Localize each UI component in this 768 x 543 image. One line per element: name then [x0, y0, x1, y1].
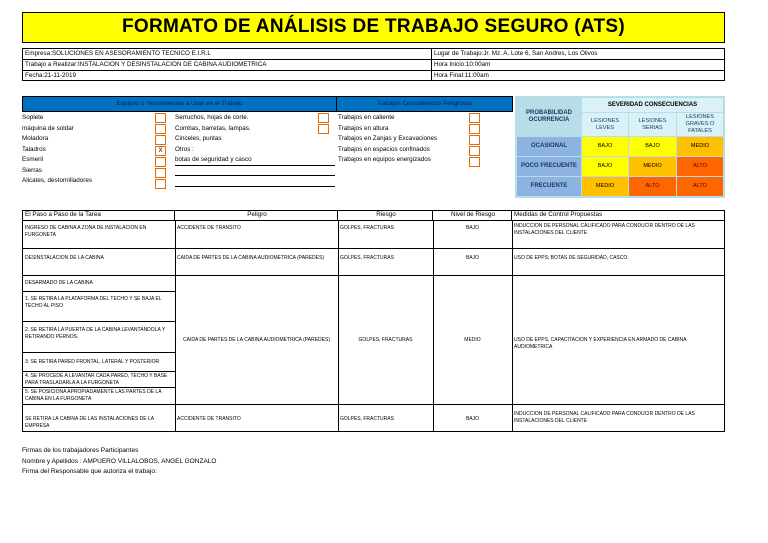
- trabajo-item: Trabajos en caliente: [338, 114, 395, 121]
- equipo-checkbox[interactable]: [318, 113, 329, 123]
- paso-cell: SE RETIRA LA CABINA DE LAS INSTALACIONES DE LA EMPRESA: [25, 416, 154, 429]
- otros-line: [175, 186, 335, 187]
- medidas-cell: INDUCCION DE PERSONAL CALIFICADO PARA CONDUCIR DENTRO DE LAS INSTALACIONES DEL CLIENTE: [514, 223, 695, 236]
- trabajo-checkbox[interactable]: [469, 157, 480, 167]
- riesgo-cell: GOLPES, FRACTURAS: [340, 255, 394, 261]
- paso-cell: 3. SE RETIRA PARED FRONTAL, LATERAL Y POSTERIOR: [25, 359, 160, 365]
- lugar-field: Lugar de Trabajo:Jr. Mz. A. Lote 6, San Andres, Los Olivos: [434, 50, 598, 57]
- equipo-item: Serruchos, hojas de corte.: [175, 114, 249, 121]
- nivel-cell: BAJO: [465, 416, 480, 422]
- prob-row-label: POCO FRECUENTE: [517, 157, 581, 176]
- paso-cell: DESARMADO DE LA CABINA: [25, 280, 93, 286]
- risk-cell: ALTO: [677, 177, 723, 196]
- equipo-checkbox[interactable]: [318, 124, 329, 134]
- equipo-item: Combas, barretas, lampas.: [175, 124, 251, 132]
- equipos-header: Equipos o Herramientas a Usar en el Trabajo: [22, 96, 337, 112]
- fecha-field: Fecha:21-11-2019: [25, 72, 76, 79]
- firma-responsable-label: Firma del Responsable que autoriza el trabajo:: [22, 468, 157, 475]
- peligro-cell: CAIDA DE PARTES DE LA CABINA AUDIOMETRICA (PAREDES): [177, 255, 324, 261]
- equipos-list-1: [22, 113, 172, 187]
- trabajos-list: [338, 113, 478, 166]
- equipo-checkbox[interactable]: [155, 135, 166, 145]
- paso-cell: DESINSTALACION DE LA CABINA: [25, 255, 104, 261]
- trabajo-checkbox[interactable]: [469, 124, 480, 134]
- equipo-item: Esmeril: [22, 156, 43, 163]
- risk-cell: MEDIO: [582, 177, 628, 196]
- paso-cell: 2. SE RETIRA LA PUERTA DE LA CABINA LEVANTANDOLA Y RETIRANDO PERNOS.: [25, 327, 166, 340]
- equipo-item: Moladora: [22, 135, 49, 142]
- sev-col: LESIONES LEVES: [582, 113, 628, 136]
- nivel-cell: BAJO: [465, 225, 480, 231]
- sev-col: LESIONES GRAVES O FATALES: [677, 113, 723, 136]
- empresa-field: Empresa:SOLUCIONES EN ASESORAMIENTO TECNICO E.I.R.L: [25, 50, 211, 57]
- trabajo-checkbox[interactable]: [469, 146, 480, 156]
- task-table: [22, 210, 725, 432]
- nombre-label: Nombre y Apellidos : AMPUERO VILLALOBOS, ANGEL GONZALO: [22, 458, 217, 465]
- hora-final-field: Hora Final:11:00am: [434, 72, 489, 79]
- otros-line: [175, 165, 335, 166]
- risk-cell: MEDIO: [629, 157, 676, 176]
- sev-col: LESIONES SERIAS: [629, 113, 676, 136]
- riesgo-cell: GOLPES, FRACTURAS: [340, 416, 394, 422]
- col-header: Medidas de Control Propuestas: [514, 211, 603, 218]
- risk-cell: ALTO: [629, 177, 676, 196]
- risk-cell: BAJO: [582, 137, 628, 156]
- equipo-item: Cinceles, puntas: [175, 135, 222, 142]
- trabajo-field: Trabajo a Realizar:INSTALACION Y DESINSTALACION DE CABINA AUDIOMETRICA: [25, 61, 267, 68]
- paso-cell: 4. SE PROCEDE A LEVANTAR CADA PARED, TECHO Y BASE PARA TRASLADARLA A LA FURGONETA: [25, 373, 168, 386]
- riesgo-cell: GOLPES, FRACTURAS: [358, 337, 413, 343]
- equipos-list-2: [175, 113, 325, 166]
- peligro-cell: ACCIDENTE DE TRANSITO: [177, 416, 241, 422]
- nivel-cell: MEDIO: [464, 337, 481, 343]
- peligro-cell: ACCIDENTE DE TRANSITO: [177, 225, 241, 231]
- info-block: [22, 48, 725, 81]
- equipo-item: Soplete: [22, 114, 44, 121]
- risk-cell: MEDIO: [677, 137, 723, 156]
- trabajo-checkbox[interactable]: [469, 135, 480, 145]
- risk-cell: ALTO: [677, 157, 723, 176]
- risk-cell: BAJO: [629, 137, 676, 156]
- nivel-cell: BAJO: [465, 255, 480, 261]
- col-header: Riesgo: [338, 211, 433, 220]
- col-header: El Paso a Paso de la Tarea: [23, 211, 175, 220]
- equipo-checkbox[interactable]: [155, 179, 166, 189]
- document-title: FORMATO DE ANÁLISIS DE TRABAJO SEGURO (ATS): [22, 12, 725, 43]
- trabajo-item: Trabajos en equipos energizados: [338, 156, 431, 163]
- medidas-cell: INDUCCION DE PERSONAL CALIFICADO PARA CONDUCIR DENTRO DE LAS INSTALACIONES DEL CLIENTE: [514, 411, 695, 424]
- trabajo-item: Trabajos en Zanjas y Excavaciones: [338, 135, 438, 142]
- col-header: Peligro: [175, 211, 338, 220]
- col-header: Nivel de Riesgo: [433, 211, 512, 220]
- trabajo-item: Trabajos en espacios confinados: [338, 145, 430, 153]
- peligro-cell: CAIDA DE PARTES DE LA CABINA AUDIOMETRICA (PAREDES): [183, 337, 330, 343]
- equipo-item: Taladros: [22, 145, 46, 153]
- risk-cell: BAJO: [582, 157, 628, 176]
- equipo-checkbox[interactable]: [155, 157, 166, 167]
- medidas-cell: USO DE EPPS, CAPACITACION Y EXPERIENCIA EN ARMADO DE CABINA AUDIOMETRICA: [514, 337, 687, 350]
- equipo-checkbox[interactable]: [155, 113, 166, 123]
- risk-matrix: [515, 96, 725, 198]
- paso-cell: 1. SE RETIRA LA PLATAFORMA DEL TECHO Y SE BAJA EL TECHO AL PISO: [25, 296, 162, 309]
- sev-label: SEVERIDAD CONSECUENCIAS: [582, 98, 723, 112]
- riesgo-cell: GOLPES, FRACTURAS: [340, 225, 394, 231]
- equipo-checkbox[interactable]: X: [155, 146, 166, 156]
- prob-row-label: OCASIONAL: [517, 137, 581, 156]
- trabajo-item: Trabajos en altura: [338, 124, 389, 132]
- medidas-cell: USO DE EPPS; BOTAS DE SEGURIDAD, CASCO.: [514, 255, 629, 261]
- paso-cell: 5. SE POSICIONA APROPIADAMENTE LAS PARTES DE LA CABINA EN LA FURGONETA: [25, 389, 162, 402]
- trabajo-checkbox[interactable]: [469, 113, 480, 123]
- equipo-checkbox[interactable]: [155, 168, 166, 178]
- equipo-item: Otros :: [175, 145, 194, 153]
- equipo-checkbox[interactable]: [155, 124, 166, 134]
- otros-line: [175, 175, 335, 176]
- firmas-label: Firmas de los trabajadores Participantes: [22, 447, 139, 454]
- prob-label: PROBABILIDAD OCURRENCIA: [517, 98, 581, 136]
- prob-row-label: FRECUENTE: [517, 177, 581, 196]
- trabajos-header: Trabajos Considerados Peligrosos: [336, 96, 513, 112]
- equipo-item: botas de seguridad y casco: [175, 156, 252, 163]
- equipo-item: máquina de soldar: [22, 124, 74, 132]
- paso-cell: INGRESO DE CABINA A ZONA DE INSTALACION EN FURGONETA: [25, 225, 147, 238]
- hora-inicio-field: Hora Inicio:10:00am: [434, 61, 491, 68]
- equipo-item: Sierras: [22, 166, 42, 174]
- equipo-item: Alicates, destornilladores: [22, 177, 93, 184]
